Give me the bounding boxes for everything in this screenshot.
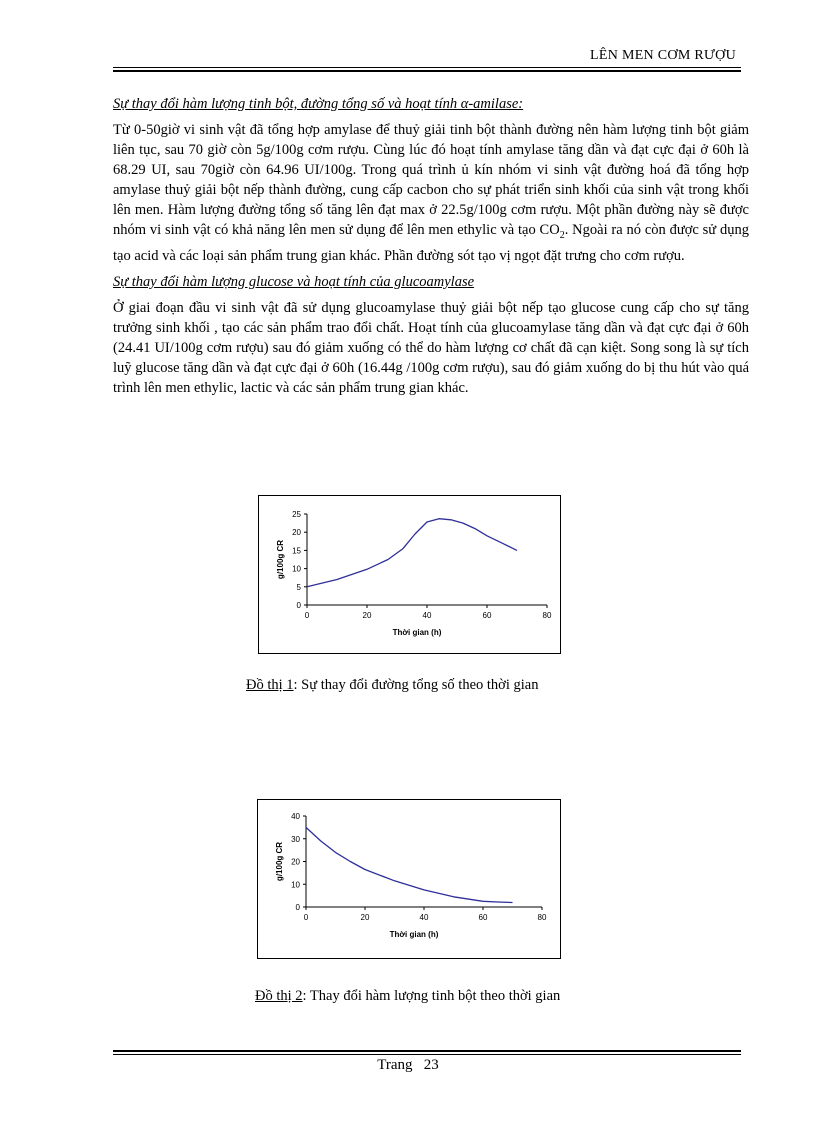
footer-rule <box>113 1054 741 1055</box>
section2-paragraph: Ở giai đoạn đầu vi sinh vật đã sử dụng glucoamylase thuỷ giải bột nếp tạo glucose cung cấp cho sự tăng trưởng sinh khối , tạo các sản phẩm trao đổi chất. Hoạt tính của glucoamylase tăng dần và đạt cực đại ở 60h (24.41 UI/100g cơm rượu) sau đó giảm xuống có thể do hàm lượng cơ chất đã cạn kiệt. Song song là sự tích luỹ glucose tăng dần và đạt cực đại ở 60h (16.44g /100g cơm rượu), sau đó giảm xuống do bị thu hút vào quá trình lên men ethylic, lactic và các sản phẩm trung gian khác. <box>113 299 749 396</box>
header-rule <box>113 67 741 68</box>
x-tick-label: 80 <box>537 913 547 922</box>
x-axis-label: Thời gian (h) <box>392 628 442 637</box>
x-tick-label: 20 <box>360 913 370 922</box>
chart2-frame <box>257 799 561 959</box>
y-tick-label: 10 <box>291 880 300 890</box>
footer-rule-thick <box>113 1050 741 1052</box>
chart1-caption <box>246 677 538 694</box>
series-line <box>306 827 513 902</box>
chart2-caption-text: : Thay đổi hàm lượng tinh bột theo thời gian <box>302 988 561 1004</box>
section1-paragraph <box>113 120 749 266</box>
x-tick-label: 40 <box>422 611 432 620</box>
y-axis-label: g/100g CR <box>275 841 284 882</box>
series-line <box>307 519 517 587</box>
x-tick-label: 0 <box>304 611 310 620</box>
x-tick-label: 20 <box>362 611 372 620</box>
y-tick-label: 20 <box>291 857 300 867</box>
x-tick-label: 0 <box>303 913 309 922</box>
header-rule-thick <box>113 70 741 72</box>
page-label: Trang <box>377 1057 413 1073</box>
co2-subscript: 2 <box>559 229 565 241</box>
y-tick-label: 20 <box>292 528 301 538</box>
chart2-caption <box>255 988 560 1005</box>
y-tick-label: 30 <box>291 834 300 844</box>
page-number: 23 <box>423 1057 439 1073</box>
section1-heading: Sự thay đổi hàm lượng tinh bột, đường tổng số và hoạt tính α-amilase: <box>113 96 524 112</box>
chart1-frame <box>258 495 561 654</box>
y-tick-label: 25 <box>292 510 301 519</box>
page-body <box>113 96 749 406</box>
y-tick-label: 5 <box>296 582 301 592</box>
section2-heading: Sự thay đổi hàm lượng glucose và hoạt tính của glucoamylase <box>113 273 475 290</box>
y-tick-label: 0 <box>295 903 300 912</box>
x-tick-label: 60 <box>482 611 492 620</box>
chart1-caption-lead: Đồ thị 1 <box>246 677 294 693</box>
section1-text-a: Từ 0-50giờ vi sinh vật đã tổng hợp amylase để thuỷ giải tinh bột thành đường nên hàm lượng tinh bột giảm liên tục, sau 70 giờ còn 5g/100g cơm rượu. Cùng lúc đó hoạt tính amylase tăng dần và đạt cực đại ở 60h là 68.29 UI, sau 70giờ còn 64.96 UI/100g. Trong quá trình ủ kín nhóm vi sinh vật đường hoá đã tổng hợp amylase thuỷ giải bột nếp thành đường, cung cấp cacbon cho sự phát triển sinh khối của sinh vật trong khối lên men. Hàm lượng đường tổng số tăng lên đạt max ở 22.5g/100g cơm rượu. Một phần đường này sẽ được nhóm vi sinh vật có khả năng lên men sử dụng để lên men ethylic và tạo CO <box>113 122 749 238</box>
section1-text-b: . Ngoài ra nó còn được sử dụng tạo acid và các loại sản phẩm trung gian khác. Phần đường sót tạo vị ngọt đặt trưng cho cơm rượu. <box>113 222 750 264</box>
x-axis-label: Thời gian (h) <box>389 930 439 939</box>
y-axis-label: g/100g CR <box>276 539 285 580</box>
y-tick-label: 15 <box>292 546 301 556</box>
y-tick-label: 40 <box>291 812 300 821</box>
x-tick-label: 80 <box>542 611 552 620</box>
running-header-title: LÊN MEN CƠM RƯỢU <box>590 48 736 63</box>
chart2 <box>258 800 560 958</box>
chart1 <box>259 496 560 653</box>
x-tick-label: 40 <box>419 913 429 922</box>
chart2-caption-lead: Đồ thị 2 <box>255 988 303 1004</box>
x-tick-label: 60 <box>478 913 488 922</box>
y-tick-label: 10 <box>292 564 301 574</box>
y-tick-label: 0 <box>296 601 301 610</box>
page-footer <box>0 1057 816 1074</box>
chart1-caption-text: : Sự thay đổi đường tổng số theo thời gian <box>293 677 539 693</box>
